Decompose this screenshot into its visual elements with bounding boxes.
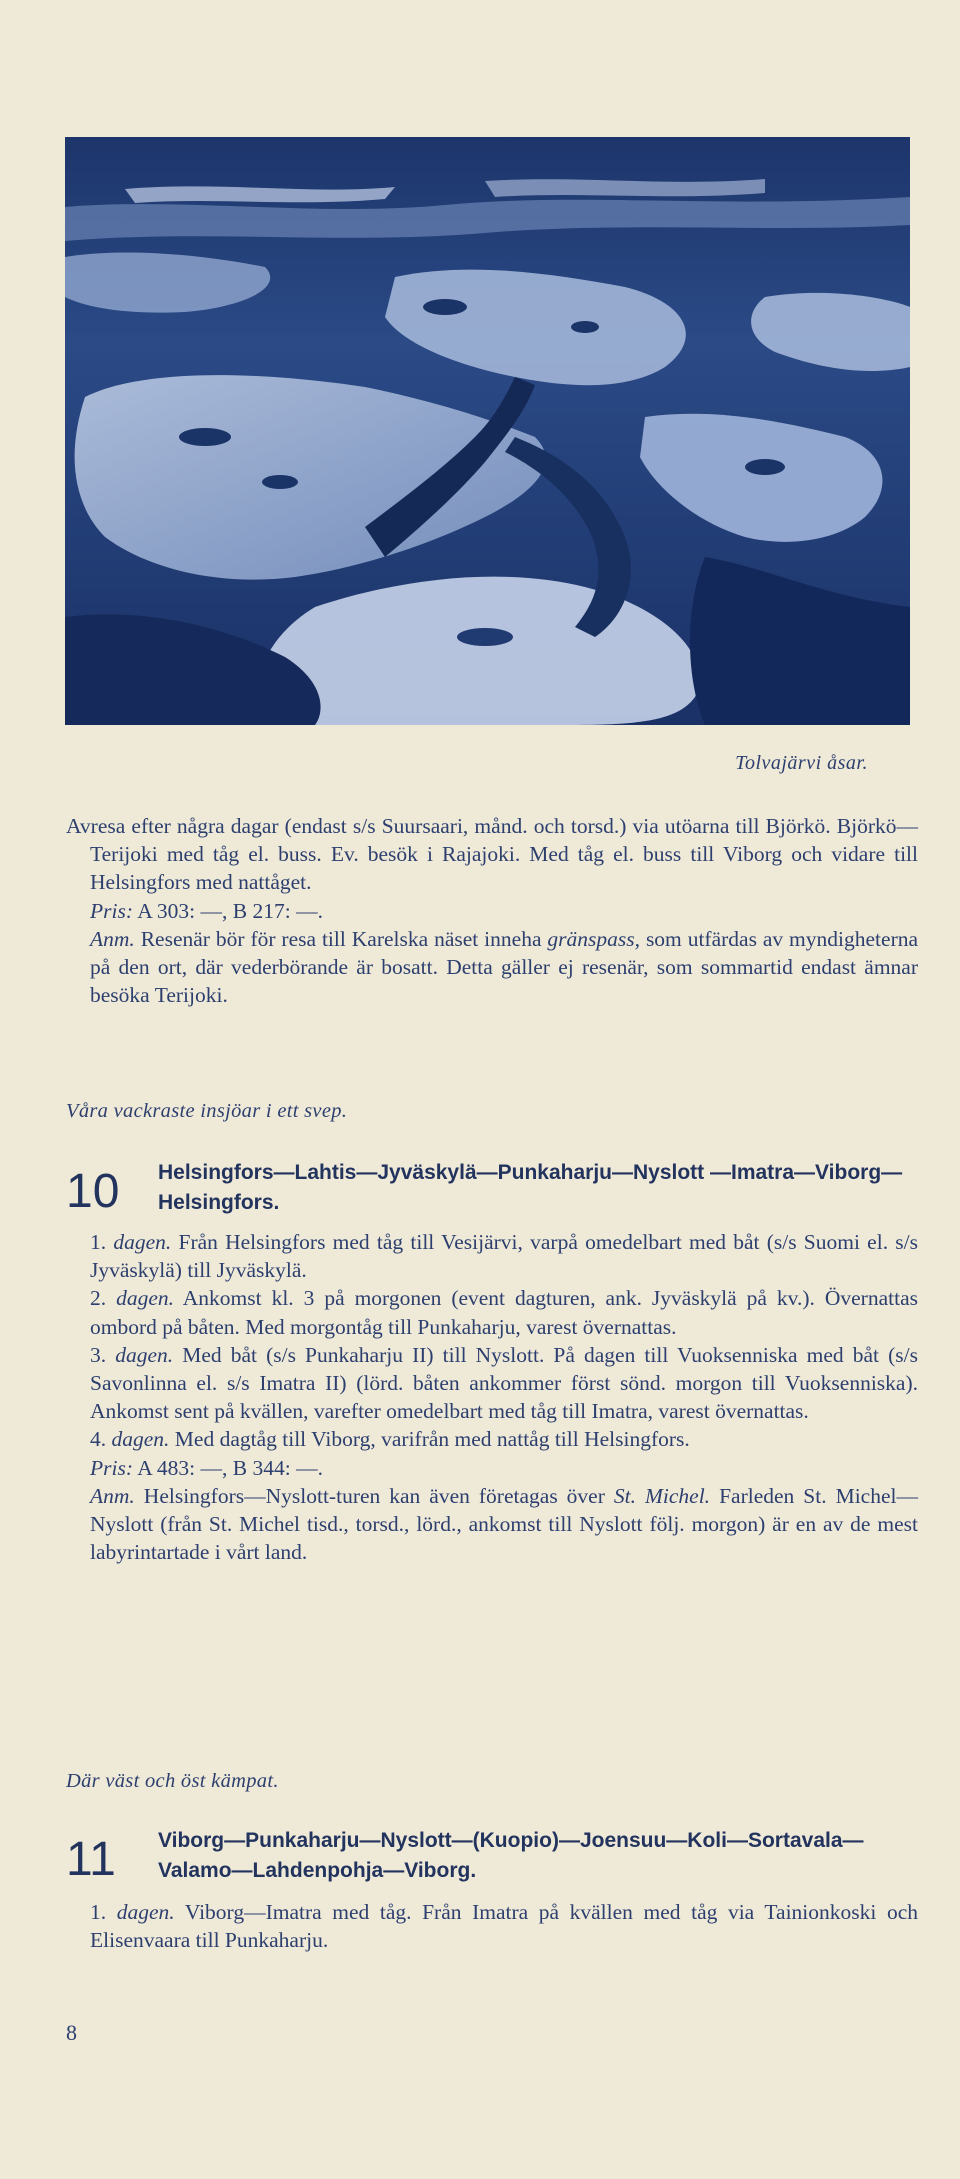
note-label: Anm. [90, 926, 135, 951]
day-label: dagen. [111, 1427, 170, 1452]
note-label: Anm. [90, 1483, 135, 1508]
note-text: Helsingfors—Nyslott-turen kan även företagas över [143, 1483, 605, 1508]
day-text: Ankomst kl. 3 på morgonen (event dagturen, ank. Jyväskylä på kv.). Övernattas ombord på båten. Med morgontåg till Punkaharju, varest övernattas. [90, 1286, 918, 1339]
aerial-lake-photo [65, 137, 910, 725]
page-number: 8 [66, 2020, 77, 2045]
day-number: 1. [90, 1230, 107, 1254]
section-11-route: Viborg—Punkaharju—Nyslott—(Kuopio)—Joensuu—Koli—Sortavala—Valamo—Lahdenpohja—Viborg. [158, 1829, 864, 1882]
day-number: 4. [90, 1427, 107, 1452]
note-text-cont: som utfärdas av myndigheterna på den ort, där vederbörande är bosatt. Detta gäller ej resenär, som sommartid endast ämnar besöka Terijoki. [90, 926, 919, 1008]
day-number: 2. [90, 1286, 107, 1311]
day-4 [66, 1425, 918, 1453]
section-11-subtitle: Där väst och öst kämpat. [66, 1770, 279, 1792]
section-10-route: Helsingfors—Lahtis—Jyväskylä—Punkaharju—Nyslott —Imatra—Viborg—Helsingfors. [158, 1161, 903, 1214]
intro-paragraph: Avresa efter några dagar (endast s/s Suursaari, månd. och torsd.) via utöarna till Björkö. Björkö—Terijoki med tåg el. buss. Ev. besök i Rajajoki. Med tåg el. buss till Viborg och vidare till Helsingfors med nattåget. [66, 814, 918, 895]
day-text: Viborg—Imatra med tåg. Från Imatra på kvällen med tåg via Tainionkoski och Elisenvaara till Punkaharju. [90, 1900, 918, 1953]
day-text: Med båt (s/s Punkaharju II) till Nyslott. På dagen till Vuoksenniska med båt (s/s Savonlinna el. s/s Imatra II) (lörd. båten ankommer först sönd. morgon till Vuoksenniska). Ankomst sent på kvällen, varefter omedelbart med tåg till Imatra, varest övernattas. [90, 1342, 918, 1424]
day-label: dagen. [116, 1286, 174, 1311]
price-label: Pris: [90, 1455, 133, 1480]
lake-landscape-image [65, 137, 910, 725]
section-11-number: 11 [66, 1833, 116, 1886]
day-1 [66, 1228, 918, 1284]
day-text: Från Helsingfors med tåg till Vesijärvi, varpå omedelbart med båt (s/s Suomi el. s/s Jyväskylä) till Jyväskylä. [90, 1230, 918, 1283]
section-10-heading [66, 1158, 926, 1230]
intro-block [66, 812, 918, 1009]
intro-price [66, 897, 918, 925]
section-10-price [66, 1454, 918, 1482]
section-11-heading [66, 1826, 926, 1898]
section-10-body [66, 1228, 918, 1566]
section-11-body [66, 1898, 918, 1954]
day-number: 3. [90, 1342, 107, 1367]
day-text: Med dagtåg till Viborg, varifrån med nattåg till Helsingfors. [174, 1427, 690, 1452]
price-value: A 303: —, B 217: —. [137, 898, 323, 923]
day-label: dagen. [115, 1342, 174, 1367]
day-1 [66, 1898, 918, 1954]
day-3 [66, 1341, 918, 1426]
price-label: Pris: [90, 898, 133, 923]
day-label: dagen. [113, 1230, 172, 1254]
section-10-subtitle: Våra vackraste insjöar i ett svep. [66, 1100, 348, 1122]
day-number: 1. [90, 1900, 107, 1924]
note-term: gränspass, [547, 926, 641, 951]
day-label: dagen. [116, 1900, 175, 1924]
section-10-number: 10 [66, 1165, 120, 1218]
intro-note [66, 925, 918, 1010]
note-text: Resenär bör för resa till Karelska näset inneha [140, 926, 542, 951]
price-value: A 483: —, B 344: —. [137, 1455, 323, 1480]
note-place: St. Michel. [613, 1483, 711, 1508]
section-10-note [66, 1482, 918, 1567]
photo-caption: Tolvajärvi åsar. [735, 752, 868, 774]
note-text-cont: Farleden St. Michel—Nyslott (från St. Michel tisd., torsd., lörd., ankomst till Nyslott följ. morgon) är en av de mest labyrintartade i vårt land. [90, 1483, 918, 1565]
day-2 [66, 1284, 918, 1340]
